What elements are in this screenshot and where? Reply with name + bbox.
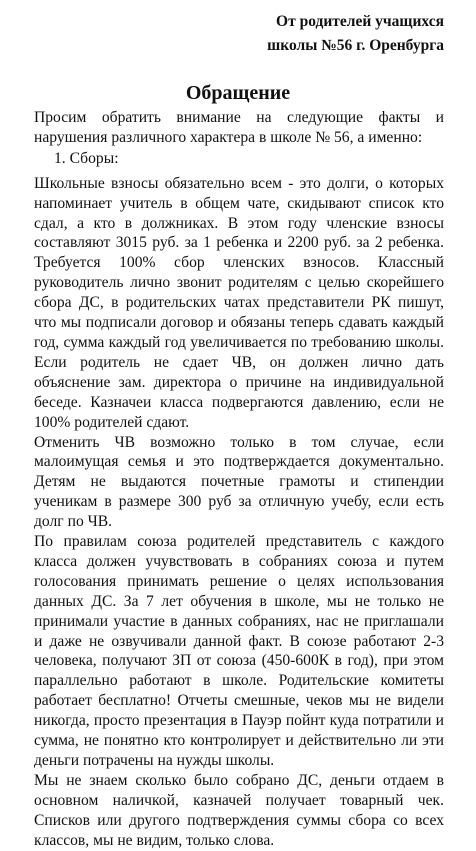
- sender-block: [267, 10, 444, 58]
- intro-paragraph: Просим обратить внимание на следующие факты и нарушения различного характера в школе № 56, а именно:: [34, 109, 444, 146]
- sender-line-2: школы №56 г. Оренбурга: [267, 37, 444, 54]
- document-body: [34, 108, 444, 851]
- list-item-fees: 1. Сборы:: [54, 149, 119, 167]
- paragraph-fees: Школьные взносы обязательно всем - это долги, о которых напоминает учитель в общем чате, скидывают список кто сдал, а кто в должниках. В этом году членские взносы составляют 3015 руб. за 1 ребенка и 2200 руб. за 2 ребенка. Требуется 100% сбор членских взносов. Классный руководитель лично звонит родителям с целью скорейшего сбора ДС, в родительских чатах представители РК пишут, что мы подписали договор и обязаны теперь сдавать каждый год, сумма каждый год увеличивается по требованию школы. Если родитель не сдает ЧВ, он должен лично дать объяснение зам. директора о причине на индивидуальной беседе. Казначеи класса подвергаются давлению, если не 100% родителей сдают.: [34, 174, 444, 431]
- paragraph-union-rules: По правилам союза родителей представитель с каждого класса должен учувствовать в собраниях союза и путем голосования принимать решение о целях использования данных ДС. За 7 лет обучения в школе, мы не только не принимали участие в данных собраниях, нас не приглашали и даже не озвучивали данной факт. В союзе работают 2-3 человека, получают ЗП от союза (450-600К в год), при этом параллельно работают в школе. Родительские комитеты работает бесплатно! Отчеты смешные, чеков мы не видели никогда, просто презентация в Пауэр пойнт куда потратили и сумма, не понятно кто контролирует и действительно ли эти деньги потрачены на нужды школы.: [34, 533, 444, 769]
- paragraph-collected-funds: Мы не знаем сколько было собрано ДС, деньги отдаем в основном наличкой, казначей получает товарный чек. Списков или другого подтверждения суммы сбора со всех классов, мы не видим, только слова.: [34, 771, 444, 849]
- sender-line-1: От родителей учащихся: [276, 13, 444, 30]
- document-title: Обращение: [185, 82, 291, 104]
- paragraph-cancel-fees: Отменить ЧВ возможно только в том случае, если малоимущая семья и это подтверждается документально. Детям не выдаются почетные грамоты и стипендии ученикам в размере 300 руб за отличную учебу, если есть долг по ЧВ.: [34, 433, 444, 531]
